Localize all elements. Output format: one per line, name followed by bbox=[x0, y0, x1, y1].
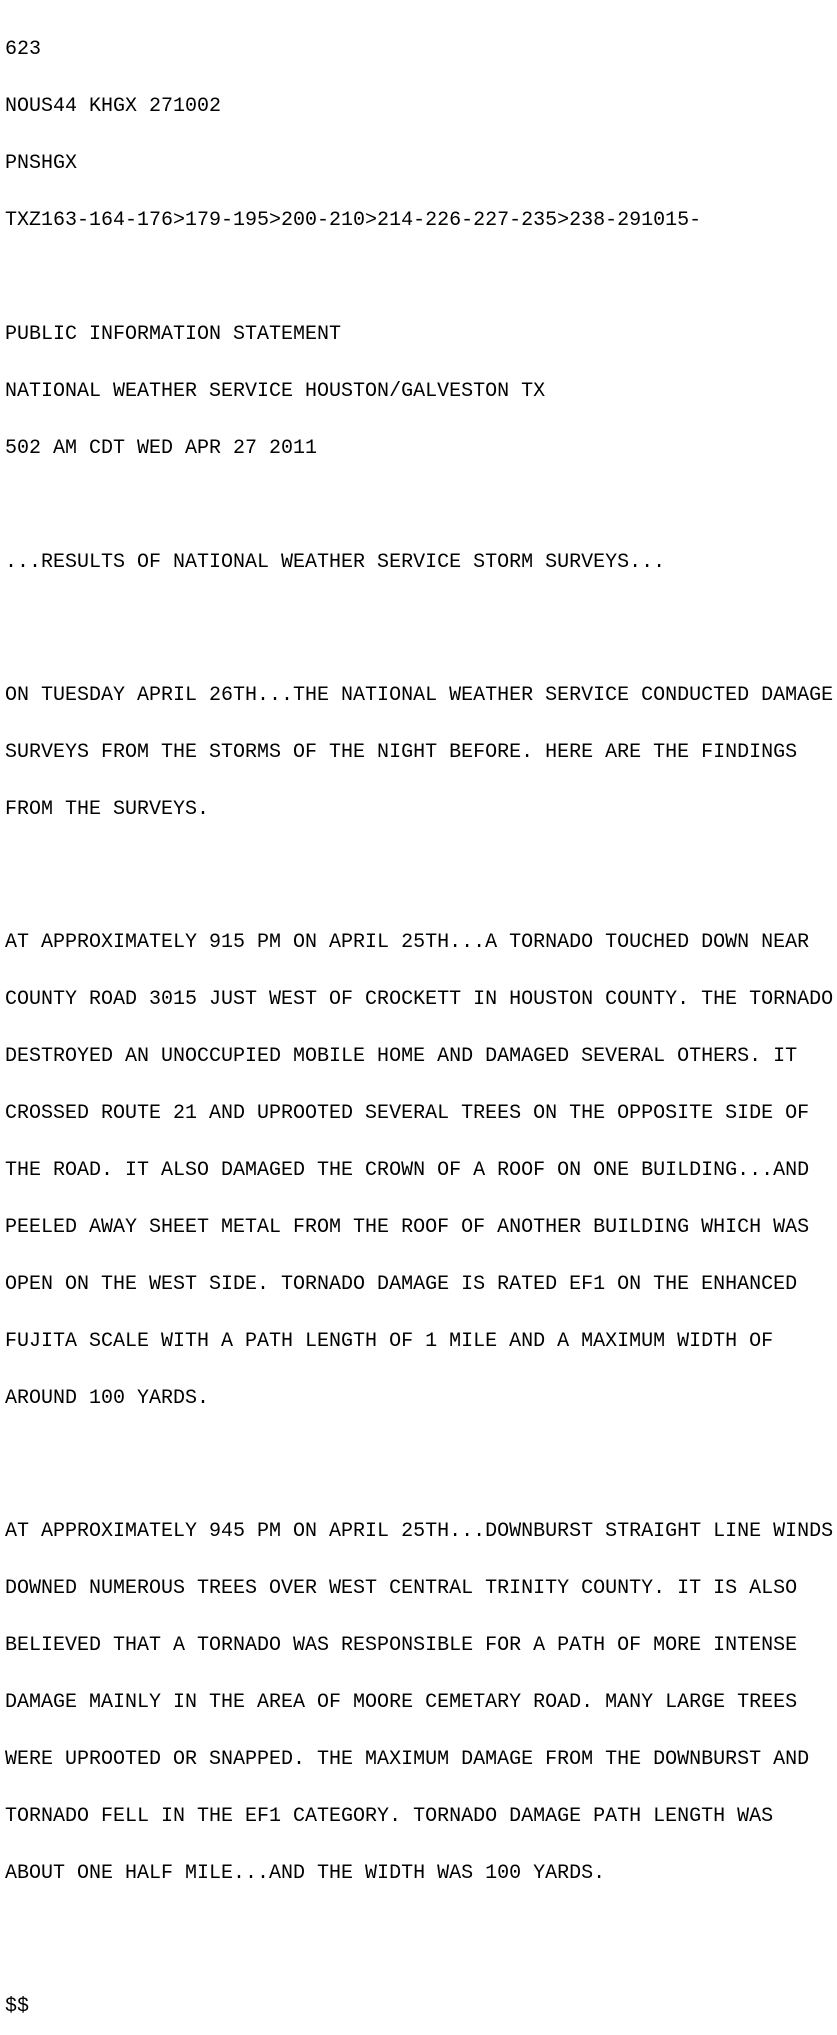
blank-line bbox=[5, 1446, 837, 1465]
statement-title: PUBLIC INFORMATION STATEMENT bbox=[5, 323, 342, 346]
issuing-office: NATIONAL WEATHER SERVICE HOUSTON/GALVESTON TX bbox=[5, 380, 546, 403]
awips-id: PNSHGX bbox=[5, 152, 78, 175]
blank-line bbox=[5, 268, 837, 287]
paragraph-line: FROM THE SURVEYS. bbox=[5, 798, 210, 821]
zone-codes: TXZ163-164-176>179-195>200-210>214-226-227-235>238-291015- bbox=[5, 209, 702, 232]
paragraph-line: ON TUESDAY APRIL 26TH...THE NATIONAL WEATHER SERVICE CONDUCTED DAMAGE bbox=[5, 684, 834, 707]
wmo-header: NOUS44 KHGX 271002 bbox=[5, 95, 222, 118]
paragraph-line: DAMAGE MAINLY IN THE AREA OF MOORE CEMETARY ROAD. MANY LARGE TREES bbox=[5, 1691, 798, 1714]
paragraph-line: CROSSED ROUTE 21 AND UPROOTED SEVERAL TREES ON THE OPPOSITE SIDE OF bbox=[5, 1102, 810, 1125]
product-id: 623 bbox=[5, 38, 42, 61]
paragraph-line: WERE UPROOTED OR SNAPPED. THE MAXIMUM DAMAGE FROM THE DOWNBURST AND bbox=[5, 1748, 810, 1771]
issue-time: 502 AM CDT WED APR 27 2011 bbox=[5, 437, 318, 460]
blank-line bbox=[5, 610, 837, 629]
paragraph-line: DOWNED NUMEROUS TREES OVER WEST CENTRAL TRINITY COUNTY. IT IS ALSO bbox=[5, 1577, 798, 1600]
blank-line bbox=[5, 1921, 837, 1940]
blank-line bbox=[5, 857, 837, 876]
paragraph-line: DESTROYED AN UNOCCUPIED MOBILE HOME AND DAMAGED SEVERAL OTHERS. IT bbox=[5, 1045, 798, 1068]
paragraph-line: AT APPROXIMATELY 945 PM ON APRIL 25TH...DOWNBURST STRAIGHT LINE WINDS bbox=[5, 1520, 834, 1543]
paragraph-line: AT APPROXIMATELY 915 PM ON APRIL 25TH...A TORNADO TOUCHED DOWN NEAR bbox=[5, 931, 810, 954]
paragraph-line: COUNTY ROAD 3015 JUST WEST OF CROCKETT IN HOUSTON COUNTY. THE TORNADO bbox=[5, 988, 834, 1011]
paragraph-line: BELIEVED THAT A TORNADO WAS RESPONSIBLE FOR A PATH OF MORE INTENSE bbox=[5, 1634, 798, 1657]
paragraph-line: PEELED AWAY SHEET METAL FROM THE ROOF OF ANOTHER BUILDING WHICH WAS bbox=[5, 1216, 810, 1239]
end-marker: $$ bbox=[5, 1995, 30, 2018]
paragraph-line: THE ROAD. IT ALSO DAMAGED THE CROWN OF A ROOF ON ONE BUILDING...AND bbox=[5, 1159, 810, 1182]
paragraph-line: ABOUT ONE HALF MILE...AND THE WIDTH WAS 100 YARDS. bbox=[5, 1862, 606, 1885]
paragraph-line: SURVEYS FROM THE STORMS OF THE NIGHT BEFORE. HERE ARE THE FINDINGS bbox=[5, 741, 798, 764]
blank-line bbox=[5, 496, 837, 515]
paragraph-line: AROUND 100 YARDS. bbox=[5, 1387, 210, 1410]
headline: ...RESULTS OF NATIONAL WEATHER SERVICE STORM SURVEYS... bbox=[5, 551, 666, 574]
paragraph-line: OPEN ON THE WEST SIDE. TORNADO DAMAGE IS RATED EF1 ON THE ENHANCED bbox=[5, 1273, 798, 1296]
paragraph-line: TORNADO FELL IN THE EF1 CATEGORY. TORNADO DAMAGE PATH LENGTH WAS bbox=[5, 1805, 774, 1828]
paragraph-line: FUJITA SCALE WITH A PATH LENGTH OF 1 MILE AND A MAXIMUM WIDTH OF bbox=[5, 1330, 774, 1353]
